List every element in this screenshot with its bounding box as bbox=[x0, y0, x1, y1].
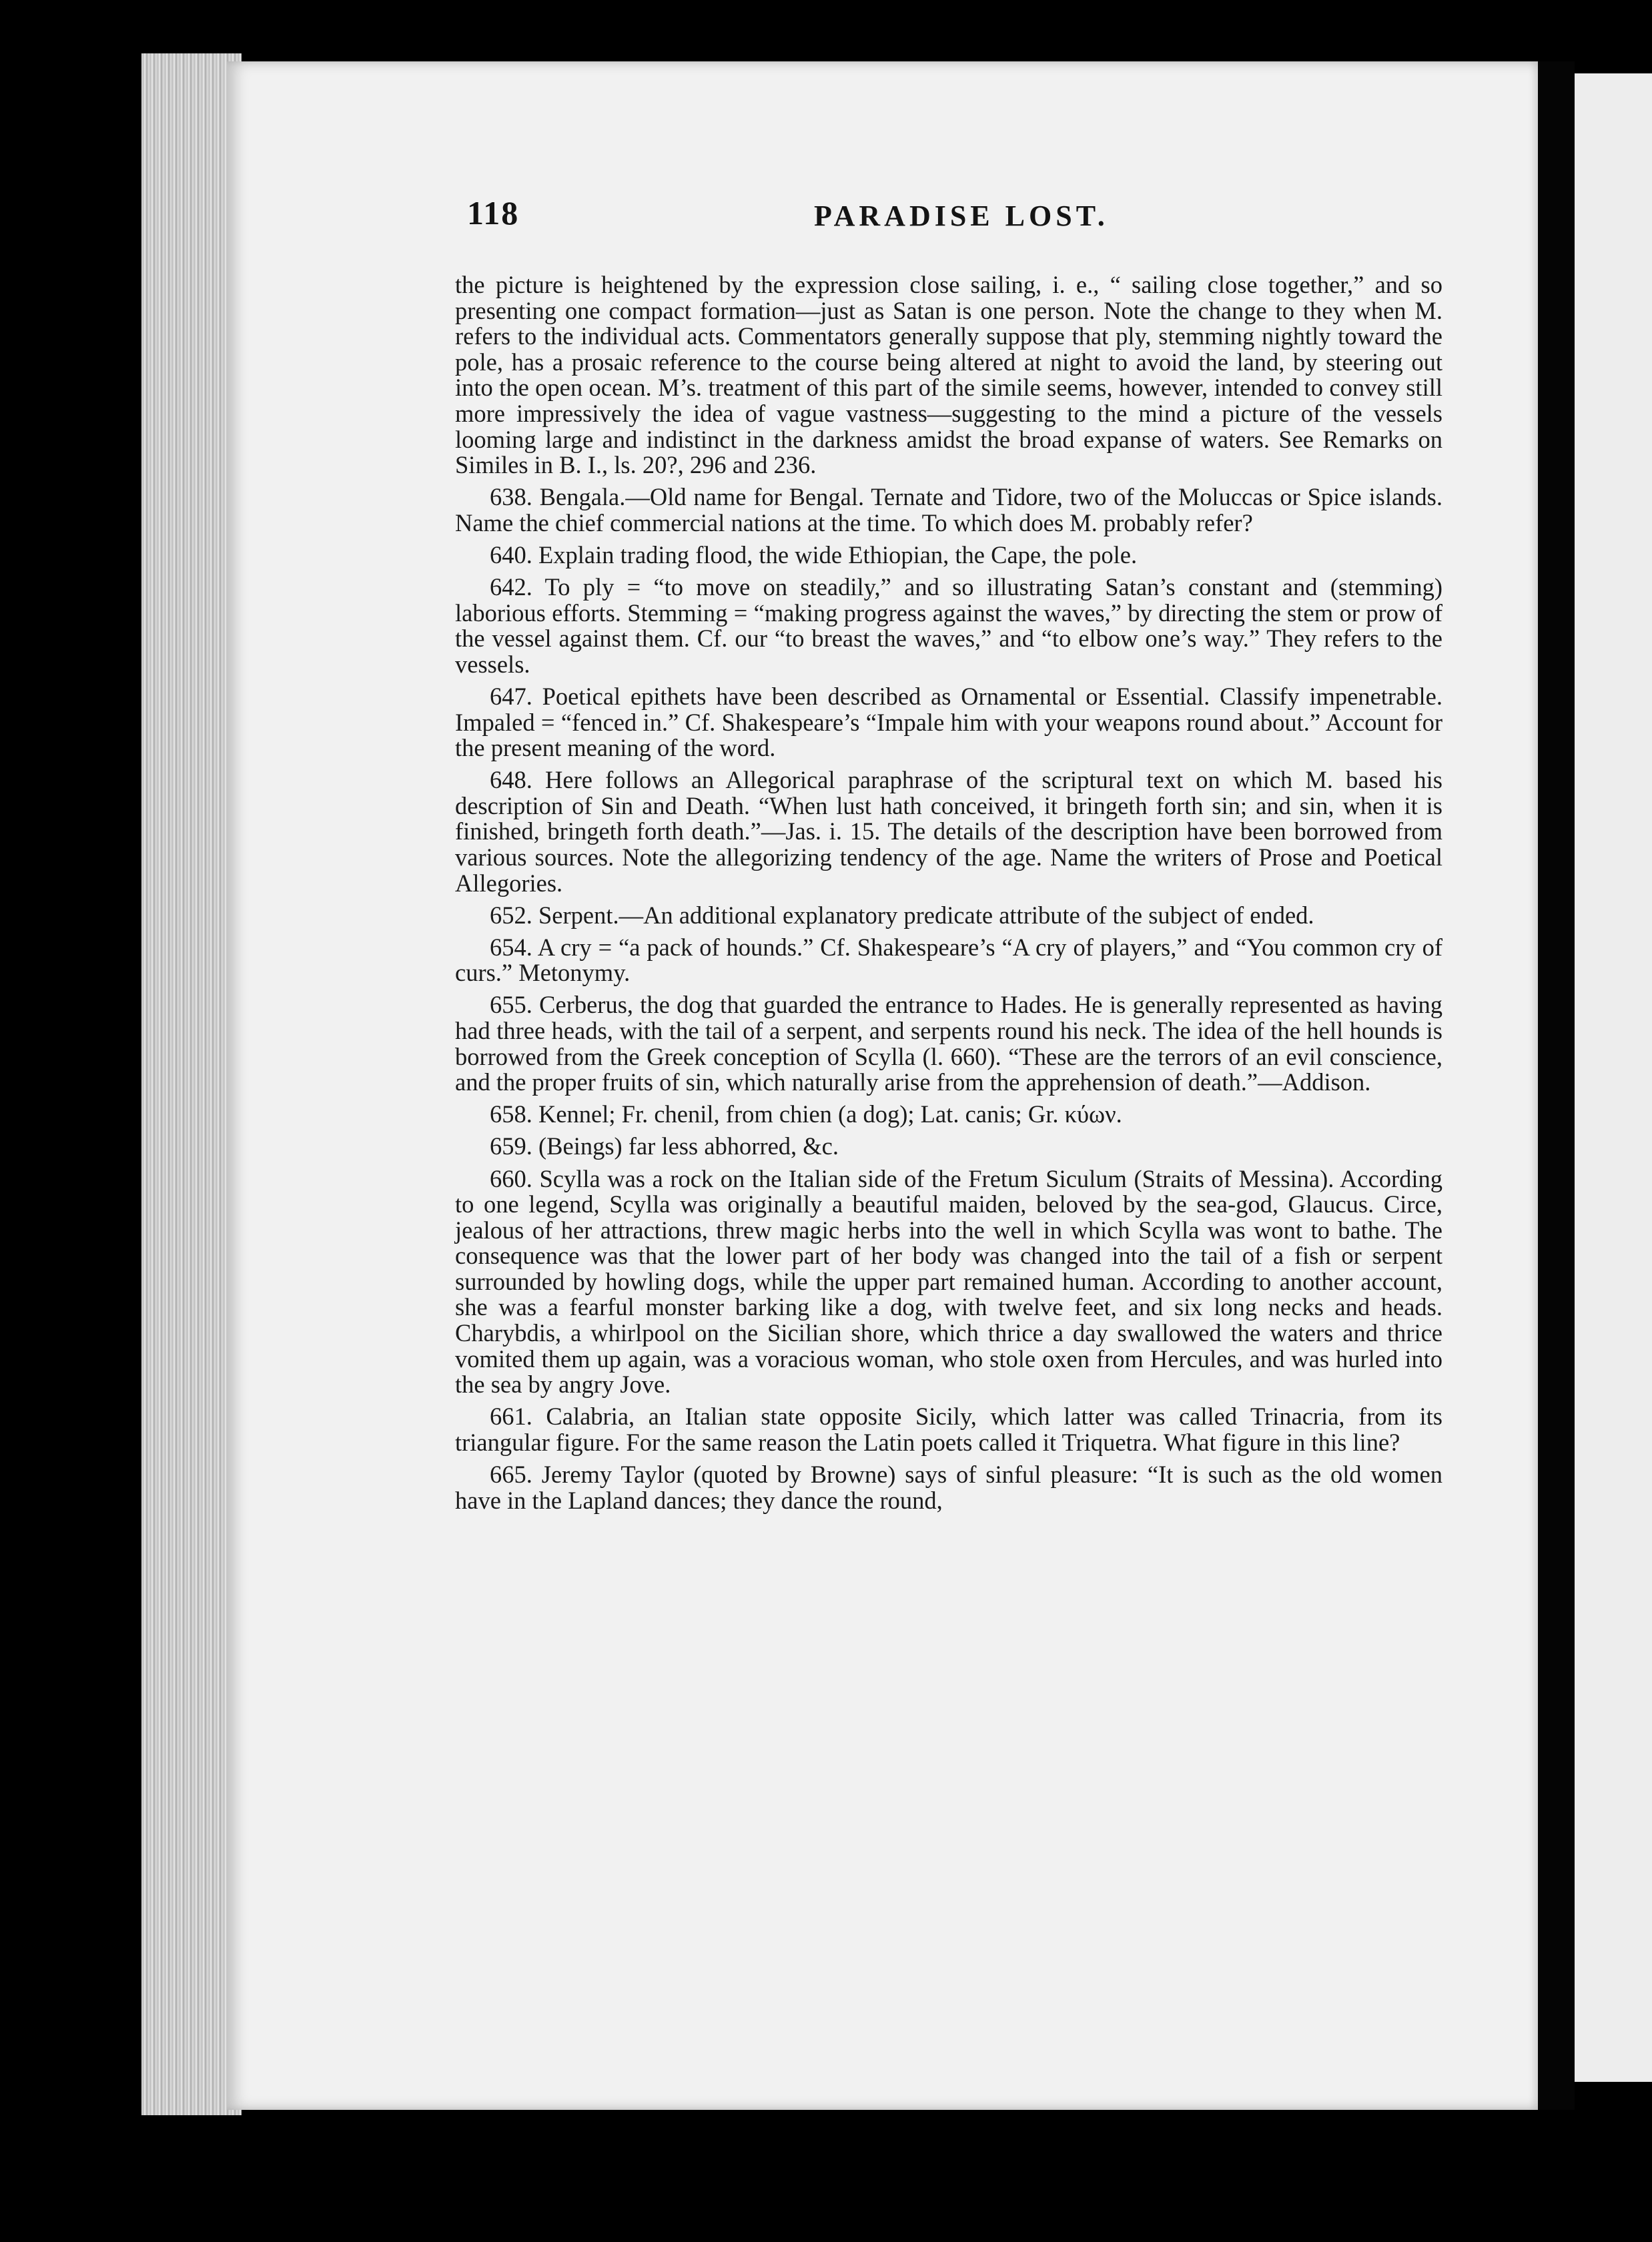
note-640: 640. Explain trading flood, the wide Ethiopian, the Cape, the pole. bbox=[490, 540, 1138, 569]
note-655: 655. Cerberus, the dog that guarded the entrance to Hades. He is generally represented as having had three heads, with the tail of a serpent, and serpents round his neck. The idea of the hell hounds is borrowed from the Greek conception of Scylla (l. 660). “These are the terrors of an evil conscience, and the proper fruits of sin, which naturally arise from the apprehension of death.”—Addison. bbox=[455, 991, 1442, 1096]
note-660: 660. Scylla was a rock on the Italian side of the Fretum Siculum (Straits of Messina). According to one legend, Scylla was originally a beautiful maiden, beloved by the sea-god, Glaucus. Circe, jealous of her attractions, threw magic herbs into the well in which Scylla was wont to bathe. The consequence was that the lower part of her body was changed into the tail of a fish or serpent surrounded by howling dogs, while the upper part remained human. According to another account, she was a fearful monster barking like a dog, with twelve feet, and six long necks and heads. Charybdis, a whirlpool on the Sicilian shore, which thrice a day swallowed the waters and thrice vomited them up again, was a voracious woman, who stole oxen from Hercules, and was hurled into the sea by angry Jove. bbox=[455, 1164, 1442, 1399]
notes-text-block bbox=[455, 272, 1442, 1520]
running-title: PARADISE LOST. bbox=[814, 200, 1109, 232]
note-658: 658. Kennel; Fr. chenil, from chien (a dog); Lat. canis; Gr. κύων. bbox=[490, 1100, 1122, 1128]
note-652: 652. Serpent.—An additional explanatory predicate attribute of the subject of ended. bbox=[490, 901, 1314, 929]
note-638: 638. Bengala.—Old name for Bengal. Ternate and Tidore, two of the Moluccas or Spice islands. Name the chief commercial nations at the time. To which does M. probably refer? bbox=[455, 483, 1442, 536]
note-642: 642. To ply = “to move on steadily,” and so illustrating Satan’s constant and (stemming) laborious efforts. Stemming = “making progress against the waves,” by directing the stem or prow of the vessel against them. Cf. our “to breast the waves,” and “to elbow one’s way.” They refers to the vessels. bbox=[455, 573, 1442, 678]
note-661: 661. Calabria, an Italian state opposite Sicily, which latter was called Trinacria, from its triangular figure. For the same reason the Latin poets called it Triquetra. What figure in this line? bbox=[455, 1403, 1442, 1456]
note-654: 654. A cry = “a pack of hounds.” Cf. Shakespeare’s “A cry of players,” and “You common cry of curs.” Metonymy. bbox=[455, 933, 1442, 987]
paragraph-continuation: the picture is heightened by the expression close sailing, i. e., “ sailing close together,” and so presenting one compact formation—just as Satan is one person. Note the change to they when M. refers to the individual acts. Commentators generally suppose that ply, stemming nightly toward the pole, has a prosaic reference to the course being altered at night to avoid the land, by steering out into the open ocean. M’s. treatment of this part of the simile seems, however, intended to convey still more impressively the idea of vague vastness—suggesting to the mind a picture of the vessels looming large and indistinct in the darkness amidst the broad expanse of waters. See Remarks on Similes in B. I., ls. 20?, 296 and 236. bbox=[455, 271, 1442, 479]
note-659: 659. (Beings) far less abhorred, &c. bbox=[490, 1132, 839, 1160]
note-647: 647. Poetical epithets have been described as Ornamental or Essential. Classify impenetrable. Impaled = “fenced in.” Cf. Shakespeare’s “Impale him with your weapons round about.” Account for the present meaning of the word. bbox=[455, 682, 1442, 762]
note-648: 648. Here follows an Allegorical paraphrase of the scriptural text on which M. based his description of Sin and Death. “When lust hath conceived, it bringeth forth sin; and sin, when it is finished, bringeth forth death.”—Jas. i. 15. The details of the description have been borrowed from various sources. Note the allegorizing tendency of the age. Name the writers of Prose and Poetical Allegories. bbox=[455, 766, 1442, 897]
page-header bbox=[467, 194, 1475, 247]
page-number: 118 bbox=[467, 194, 520, 232]
book-gutter bbox=[1538, 61, 1575, 2110]
note-665: 665. Jeremy Taylor (quoted by Browne) says of sinful pleasure: “It is such as the old women have in the Lapland dances; they dance the round, bbox=[455, 1461, 1442, 1514]
facing-page-edge bbox=[1575, 73, 1652, 2082]
